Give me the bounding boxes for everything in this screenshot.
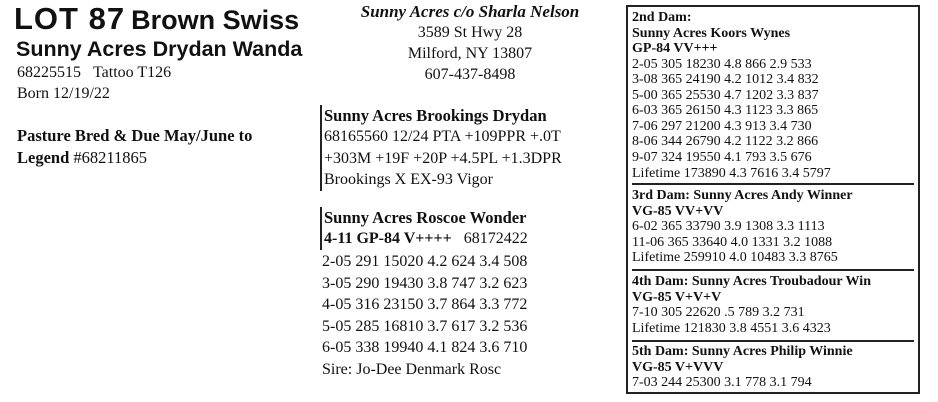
lifetime-record: Lifetime 259910 4.0 10483 3.3 8765: [632, 250, 838, 266]
sire-block: [320, 105, 562, 191]
dam-name: Sunny Acres Koors Wynes: [632, 25, 791, 41]
dam-entry-4th: [632, 274, 871, 336]
consignor-info: [320, 2, 620, 85]
bred-line-2: [17, 147, 252, 169]
lot-number: LOT 87: [14, 1, 126, 36]
dam-name: 3rd Dam: Sunny Acres Andy Winner: [632, 188, 853, 203]
dam-divider: [632, 340, 914, 342]
sire-line: 68165560 12/24 PTA +109PPR +.0T: [324, 128, 561, 145]
record-line: 5-00 365 25530 4.7 1202 3.3 837: [632, 87, 819, 103]
dam-classification: GP-84 VV+++: [632, 41, 718, 56]
breed-name: Brown Swiss: [131, 5, 300, 35]
record-line: 9-07 324 19550 4.1 793 3.5 676: [632, 150, 812, 166]
maternal-grandsire-block: [320, 207, 528, 250]
registration-number: 68225515: [17, 64, 81, 81]
sire-line: +303M +19F +20P +4.5PL +1.3DPR: [324, 149, 562, 167]
mgs-name: Sunny Acres Roscoe Wonder: [324, 208, 527, 227]
breeding-status: [17, 125, 252, 168]
dam-classification: VG-85 VV+VV: [632, 203, 724, 219]
record-line: 4-05 316 23150 3.7 864 3.3 772: [322, 296, 528, 313]
dam-entry-2nd: [632, 10, 831, 181]
record-line: 3-08 365 24190 4.2 1012 3.4 832: [632, 72, 819, 88]
consignor-city: Milford, NY 13807: [407, 45, 533, 62]
record-line: 3-05 290 19430 3.8 747 3.2 623: [322, 274, 528, 292]
service-sire-number: #68211865: [69, 147, 148, 167]
dam-classification: VG-85 V+VVV: [632, 359, 724, 375]
dam-name: 4th Dam: Sunny Acres Troubadour Win: [632, 274, 871, 289]
dam-header: 2nd Dam:: [632, 10, 692, 25]
record-line: 2-05 291 15020 4.2 624 3.4 508: [322, 253, 528, 270]
animal-name: Sunny Acres Drydan Wanda: [16, 37, 303, 61]
dam-divider: [632, 269, 914, 271]
lot-title: [14, 0, 299, 38]
bred-line-1: Pasture Bred & Due May/June to: [17, 126, 253, 145]
record-line: 11-06 365 33640 4.0 1331 3.2 1088: [632, 234, 833, 250]
record-line: 5-05 285 16810 3.7 617 3.2 536: [322, 317, 528, 335]
dam-divider: [632, 183, 914, 185]
consignor-phone: 607-437-8498: [424, 66, 516, 83]
record-line: 6-03 365 26150 4.3 1123 3.3 865: [632, 103, 819, 119]
mgs-sire-line: Sire: Jo-Dee Denmark Rosc: [322, 360, 502, 378]
lifetime-record: Lifetime 173890 4.3 7616 3.4 5797: [632, 165, 831, 181]
consignor-street: 3589 St Hwy 28: [417, 24, 523, 41]
dam-classification: VG-85 V+V+V: [632, 289, 722, 305]
mgs-class-line: [324, 228, 528, 250]
service-sire-name: Legend: [17, 147, 70, 167]
dam-pedigree-box: [626, 5, 920, 394]
mgs-classification: 4-11 GP-84 V++++: [324, 230, 452, 247]
dam-entry-3rd: [632, 188, 853, 266]
mgs-records: [322, 251, 527, 380]
registration-line: [17, 63, 171, 83]
dam-name: 5th Dam: Sunny Acres Philip Winnie: [632, 344, 853, 359]
dam-entry-5th: [632, 344, 853, 391]
sire-line: Brookings X EX-93 Vigor: [324, 171, 493, 188]
record-line: 7-06 297 21200 4.3 913 3.4 730: [632, 118, 812, 134]
birth-date: Born 12/19/22: [17, 85, 110, 102]
record-line: 7-10 305 22620 .5 789 3.2 731: [632, 305, 805, 320]
record-line: 8-06 344 26790 4.2 1122 3.2 866: [632, 134, 819, 150]
record-line: 7-03 244 25300 3.1 778 3.1 794: [632, 375, 812, 390]
record-line: 2-05 305 18230 4.8 866 2.9 533: [632, 56, 812, 72]
tattoo: Tattoo T126: [93, 64, 172, 81]
sire-name: Sunny Acres Brookings Drydan: [324, 106, 547, 125]
lifetime-record: Lifetime 121830 3.8 4551 3.6 4323: [632, 320, 831, 336]
mgs-reg-number: 68172422: [463, 230, 528, 247]
record-line: 6-05 338 19940 4.1 824 3.6 710: [322, 339, 528, 356]
consignor-name: Sunny Acres c/o Sharla Nelson: [360, 2, 580, 21]
record-line: 6-02 365 33790 3.9 1308 3.3 1113: [632, 219, 825, 234]
